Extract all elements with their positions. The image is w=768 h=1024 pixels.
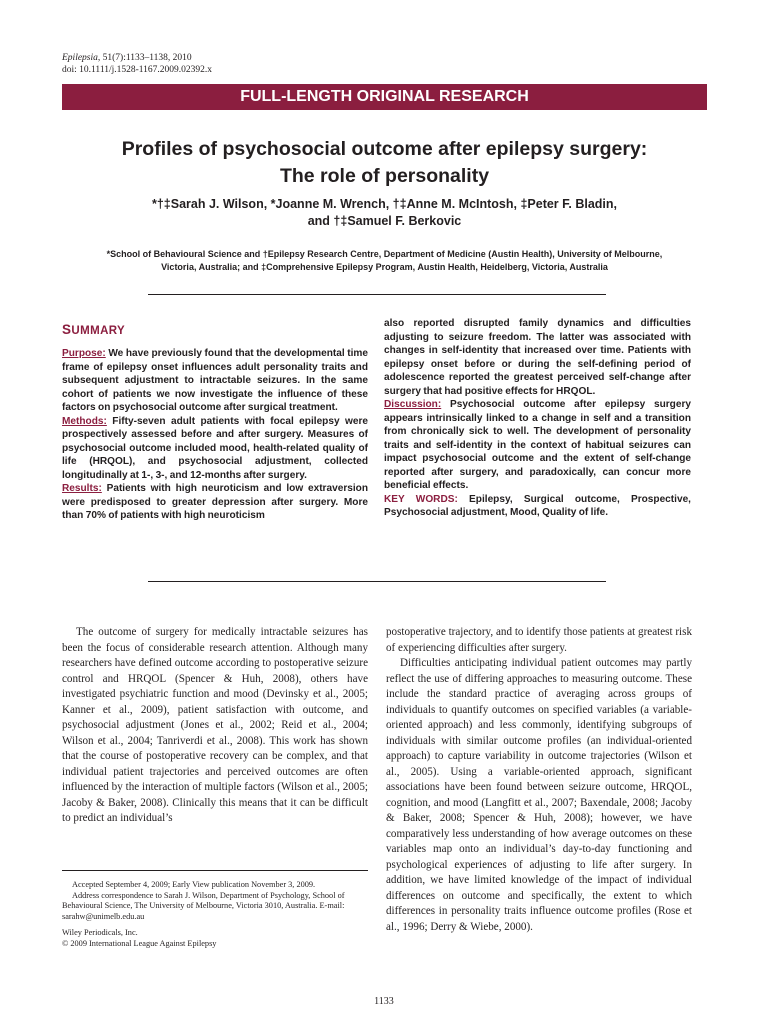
affiliations (62, 248, 707, 274)
doi: doi: 10.1111/j.1528-1167.2009.02392.x (62, 65, 213, 75)
purpose-label: Purpose: (62, 348, 106, 359)
affil-line-1: *School of Behavioural Science and †Epilepsy Research Centre, Department of Medicine (Austin Health), University of Melbourne, (106, 249, 663, 259)
abstract-results-continued: also reported disrupted family dynamics and difficulties adjusting to seizure freedom. The latter was associated with changes in self-identity that increased over time. Patients with epilepsy onset before or during the self-defining period of adolescence reported the greatest perceived self-change after surgery that had positive effects for HRQOL. (384, 318, 691, 397)
summary-heading (62, 322, 125, 337)
summary-heading-rest: UMMARY (71, 325, 126, 337)
body-paragraph: postoperative trajectory, and to identify those patients at greatest risk of experiencing difficulties after surgery. (386, 626, 692, 654)
correspondence-note: Address correspondence to Sarah J. Wilson, Department of Psychology, School of Behavioural Science, The University of Melbourne, Victoria 3010, Australia. E-mail: sarahw@unimelb.edu.au (62, 890, 345, 921)
body-left-column (62, 625, 368, 827)
authors-line-1: *†‡Sarah J. Wilson, *Joanne M. Wrench, †‡Anne M. McIntosh, ‡Peter F. Bladin, (151, 197, 618, 211)
journal-citation (62, 52, 212, 76)
footnote-rule (62, 870, 368, 871)
discussion-label: Discussion: (384, 399, 442, 410)
body-right-column (386, 625, 692, 935)
body-paragraph: The outcome of surgery for medically intractable seizures has been the focus of considerable research attention. Although many researchers have defined outcome according to postoperative seizure control and HRQOL (Spencer & Huh, 2008), others have investigated psychiatric function and mood (Devinsky et al., 2005; Kanner et al., 2009), patient satisfaction with outcome, and psychosocial adjustment (Jones et al., 2002; Reid et al., 2004; Wilson et al., 2004; Tanriverdi et al., 2008). This work has shown that the course of postoperative recovery can be complex, and that individual patient trajectories and perceived outcomes are often influenced by the interaction of multiple factors (Wilson et al., 2005; Jacoby & Baker, 2008). Clinically this means that it can be difficult to predict an individual’s (62, 626, 368, 824)
results-text: Patients with high neuroticism and low extraversion were predisposed to greater depression after surgery. More than 70% of patients with high neuroticism (62, 483, 368, 521)
affil-line-2: Victoria, Australia; and ‡Comprehensive Epilepsy Program, Austin Health, Heidelberg, Victoria, Australia (161, 262, 608, 272)
article-title (62, 136, 707, 190)
abstract-right-column (384, 317, 691, 520)
body-paragraph: Difficulties anticipating individual patient outcomes may partly reflect the use of differing approaches to measuring outcome. These include the standard practice of averaging across groups of individuals to quantify outcomes on specified variables (a variable-oriented approach) and less commonly, identifying subgroups of individuals with similar outcome profiles (an individual-oriented approach) to capture variability in outcome trajectories (Wilson et al., 2005). Using a variable-oriented approach, significant associations have been found between seizure outcome, HRQOL, cognition, and mood (Langfitt et al., 2007; Baxendale, 2008; Jacoby & Baker, 2008; Spencer & Huh, 2008); however, we have comparatively less understanding of how average outcomes on these variables map onto an individual’s day-to-day functioning and psychological experiences of adjusting to life after surgery. In addition, we have limited knowledge of the impact of individual differences on outcome and specifically, the extent to which differences in personality traits influence outcome profiles (Rose et al., 1996; Derry & Wiebe, 2000). (386, 657, 692, 933)
methods-text: Fifty-seven adult patients with focal epilepsy were prospectively assessed before and after surgery. Measures of psychosocial outcome included mood, health-related quality of life (HRQOL), and psychosocial adjustment, collected longitudinally at 1-, 3-, and 12-months after surgery. (62, 415, 368, 481)
abstract-left-column (62, 347, 368, 523)
methods-label: Methods: (62, 415, 107, 427)
keywords-text: Epilepsy, Surgical outcome, Prospective, Psychosocial adjustment, Mood, Quality of life. (384, 493, 691, 518)
keywords-label: KEY WORDS: (384, 493, 458, 505)
abstract-discussion (384, 398, 691, 493)
authors-line-2: and †‡Samuel F. Berkovic (307, 214, 462, 228)
discussion-text: Psychosocial outcome after epilepsy surgery appears intrinsically linked to a change in self and a transition from chronically sick to well. The development of personality traits and self-identity in the context of habitual seizures can impact psychosocial outcome and the extent of self-change reported after surgery, and paradoxically, can concur more beneficial effects. (384, 399, 691, 491)
title-line-2: The role of personality (279, 165, 490, 187)
page-number: 1133 (374, 996, 394, 1007)
purpose-text: We have previously found that the developmental time frame of epilepsy onset influences adult personality traits and subsequent adjustment to intractable seizures. In the same cohort of patients we now investigate the influence of these factors on psychosocial outcome after surgical treatment. (62, 348, 368, 413)
volume-pages: , 51(7):1133–1138, 2010 (97, 53, 192, 63)
abstract-results (62, 482, 368, 523)
copyright-note: © 2009 International League Against Epilepsy (62, 938, 217, 948)
results-label: Results: (62, 483, 102, 494)
abstract-methods (62, 415, 368, 483)
top-rule (148, 294, 606, 295)
accepted-note: Accepted September 4, 2009; Early View publication November 3, 2009. (72, 880, 316, 889)
bottom-rule (148, 581, 606, 582)
section-banner-label: FULL-LENGTH ORIGINAL RESEARCH (240, 88, 529, 105)
section-banner (62, 84, 707, 110)
author-list (62, 196, 707, 230)
abstract-keywords (384, 493, 691, 520)
summary-heading-initial: S (62, 322, 72, 337)
abstract-purpose (62, 347, 368, 415)
title-line-1: Profiles of psychosocial outcome after epilepsy surgery: (121, 138, 648, 160)
footnotes (62, 880, 368, 950)
publisher-note: Wiley Periodicals, Inc. (62, 928, 138, 938)
journal-name: Epilepsia (62, 53, 98, 63)
